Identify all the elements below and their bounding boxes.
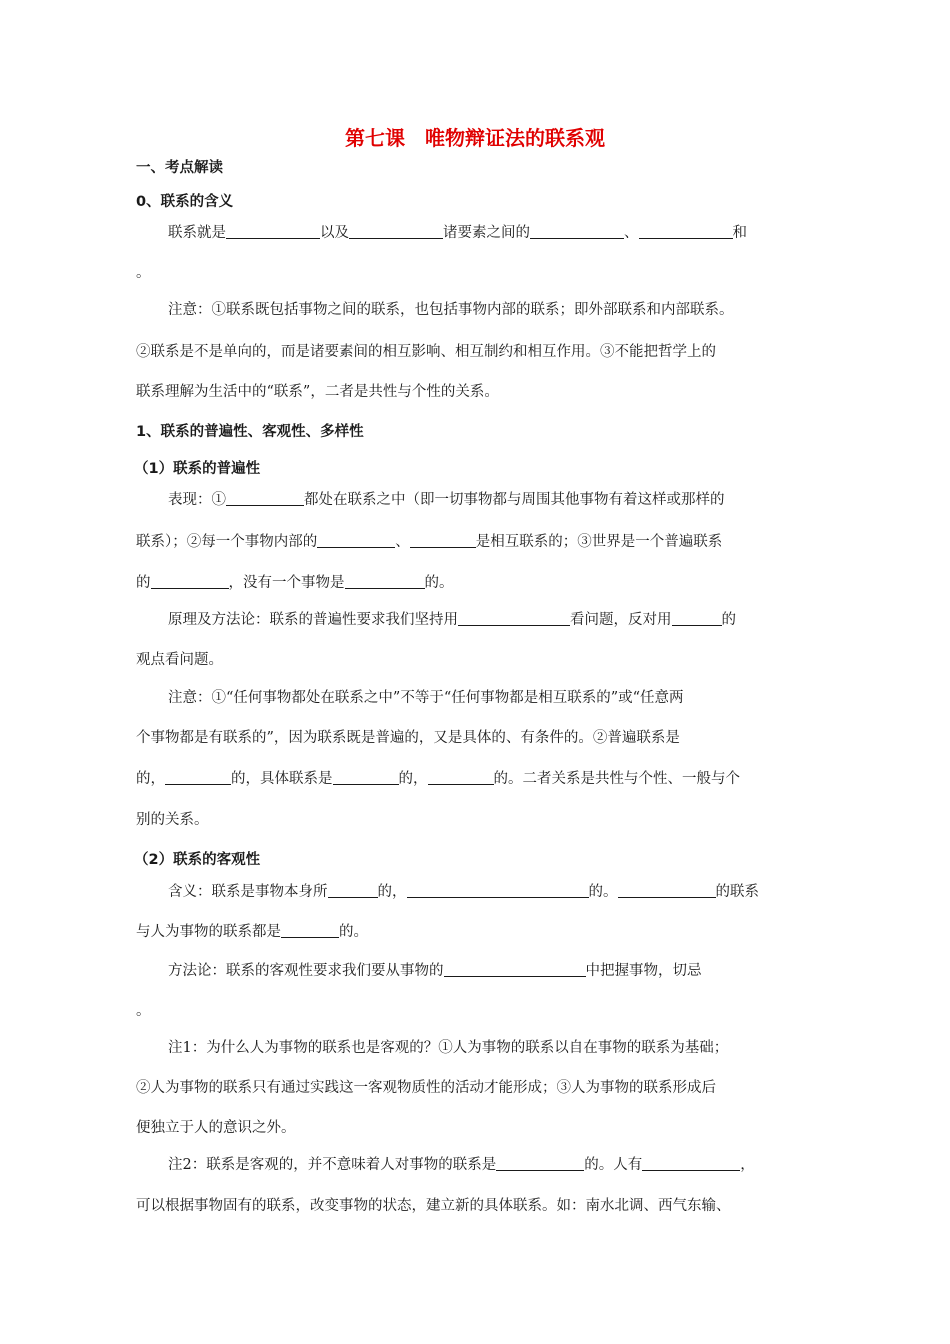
fill-blank — [333, 770, 399, 785]
fill-blank — [410, 533, 476, 548]
fill-blank — [639, 224, 733, 239]
text: 的。二者关系是共性与个性、一般与个 — [493, 771, 740, 787]
fill-blank — [444, 962, 586, 977]
text: 联系）；②每一个事物内部的 — [136, 534, 318, 550]
paragraph-line: 个事物都是有联系的”，因为联系既是普遍的，又是具体的、有条件的。②普遍联系是 — [136, 730, 680, 746]
paragraph-line: ②人为事物的联系只有通过实践这一客观物质性的活动才能形成；③人为事物的联系形成后 — [136, 1080, 716, 1096]
fill-blank — [165, 770, 231, 785]
fill-blank — [672, 611, 722, 626]
paragraph-line — [136, 769, 816, 789]
section-heading: 一、考点解读 — [136, 160, 223, 176]
subsection-heading: （1）联系的普遍性 — [134, 461, 261, 477]
text: 注2：联系是客观的，并不意味着人对事物的联系是 — [168, 1157, 497, 1173]
paragraph-line — [168, 490, 816, 510]
paragraph-line: 注意：①“任何事物都处在联系之中”不等于“任何事物都是相互联系的”或“任意两 — [168, 690, 684, 706]
subsection-heading: 1、联系的普遍性、客观性、多样性 — [136, 424, 364, 440]
text: 、 — [395, 534, 410, 550]
text: 以及 — [320, 225, 349, 241]
fill-blank — [328, 883, 378, 898]
fill-blank — [530, 224, 624, 239]
text: 原理及方法论：联系的普遍性要求我们坚持用 — [168, 612, 458, 628]
text: 的 — [136, 575, 151, 591]
paragraph-line — [168, 1155, 816, 1175]
text: ， — [740, 1157, 755, 1173]
text: 的， — [398, 771, 428, 787]
paragraph-line: ②联系是不是单向的，而是诸要素间的相互影响、相互制约和相互作用。③不能把哲学上的 — [136, 344, 716, 360]
paragraph-line — [168, 882, 816, 902]
text: 中把握事物，切忌 — [585, 963, 702, 979]
text: 的， — [377, 884, 407, 900]
text: 联系就是 — [168, 225, 226, 241]
text: 的 — [721, 612, 736, 628]
text: 、 — [624, 225, 639, 241]
paragraph-line: 。 — [136, 265, 151, 281]
text: 的。人有 — [584, 1157, 643, 1173]
paragraph-line: 观点看问题。 — [136, 652, 223, 668]
fill-blank — [642, 1156, 740, 1171]
text: 的，具体联系是 — [231, 771, 333, 787]
fill-blank — [226, 224, 320, 239]
fill-blank — [151, 574, 229, 589]
text: 和 — [732, 225, 747, 241]
text: 的联系 — [715, 884, 759, 900]
fill-blank — [458, 611, 570, 626]
fill-blank — [349, 224, 443, 239]
paragraph-line: 注意：①联系既包括事物之间的联系，也包括事物内部的联系；即外部联系和内部联系。 — [168, 302, 734, 318]
fill-blank — [618, 883, 716, 898]
text: ，没有一个事物是 — [228, 575, 345, 591]
subsection-heading: （2）联系的客观性 — [134, 852, 261, 868]
fill-blank — [345, 574, 425, 589]
fill-blank — [317, 533, 395, 548]
fill-blank — [428, 770, 494, 785]
subsection-heading: 0、联系的含义 — [136, 194, 234, 210]
paragraph-line — [136, 922, 816, 942]
text: 含义：联系是事物本身所 — [168, 884, 328, 900]
text: 的， — [136, 771, 165, 787]
fill-blank — [496, 1156, 584, 1171]
fill-blank — [281, 923, 339, 938]
text: 看问题，反对用 — [570, 612, 672, 628]
text: 的。 — [424, 575, 454, 591]
paragraph-line — [168, 223, 816, 243]
text: 的。 — [588, 884, 618, 900]
text: 的。 — [339, 924, 368, 940]
page-title: 第七课 唯物辩证法的联系观 — [345, 126, 605, 150]
paragraph-line: 别的关系。 — [136, 812, 209, 828]
text: 都处在联系之中（即一切事物都与周围其他事物有着这样或那样的 — [304, 492, 725, 508]
text: 表现：① — [168, 492, 226, 508]
paragraph-line: 联系理解为生活中的“联系”，二者是共性与个性的关系。 — [136, 384, 499, 400]
text: 诸要素之间的 — [443, 225, 530, 241]
text: 是相互联系的；③世界是一个普遍联系 — [475, 534, 723, 550]
paragraph-line — [136, 573, 816, 593]
paragraph-line — [168, 961, 816, 981]
fill-blank — [407, 883, 589, 898]
paragraph-line: 。 — [136, 1003, 151, 1019]
text: 方法论：联系的客观性要求我们要从事物的 — [168, 963, 444, 979]
fill-blank — [226, 491, 304, 506]
paragraph-line: 便独立于人的意识之外。 — [136, 1120, 296, 1136]
paragraph-line: 可以根据事物固有的联系，改变事物的状态，建立新的具体联系。如：南水北调、西气东输、 — [136, 1198, 731, 1214]
paragraph-line — [136, 532, 816, 552]
paragraph-line — [168, 610, 816, 630]
paragraph-line: 注1：为什么人为事物的联系也是客观的？①人为事物的联系以自在事物的联系为基础； — [168, 1040, 729, 1056]
text: 与人为事物的联系都是 — [136, 924, 281, 940]
